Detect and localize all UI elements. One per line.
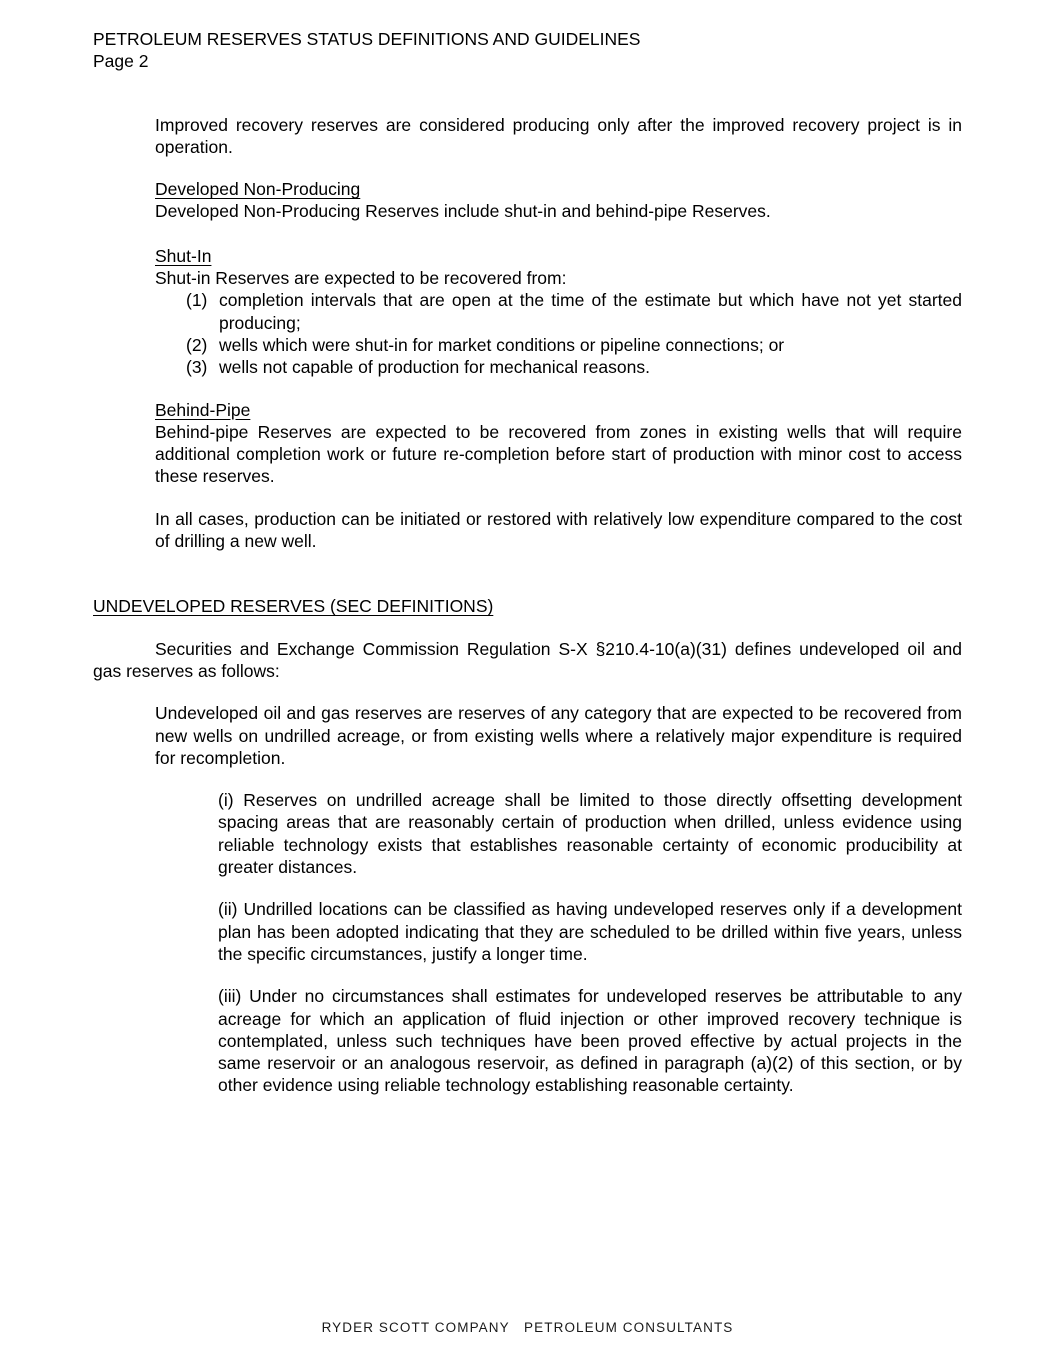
paragraph-all-cases: In all cases, production can be initiated or restored with relatively low expenditure compared to the cost of drilling a new well.: [155, 508, 962, 552]
paragraph-shut-in-intro: Shut-in Reserves are expected to be recovered from:: [155, 268, 567, 289]
list-item: [186, 289, 962, 334]
list-item-text: wells which were shut-in for market conditions or pipeline connections; or: [219, 334, 785, 355]
paragraph-undeveloped-definition: Undeveloped oil and gas reserves are reserves of any category that are expected to be recovered from new wells on undrilled acreage, or from existing wells where a relatively major expenditure is required for recompletion.: [155, 703, 962, 768]
list-item: [186, 356, 962, 378]
paragraph-improved-recovery: Improved recovery reserves are considered producing only after the improved recovery project is in operation.: [155, 114, 962, 157]
list-item-number: (1): [186, 290, 208, 311]
paragraph-item-ii: (ii) Undrilled locations can be classified as having undeveloped reserves only if a development plan has been adopted indicating that they are scheduled to be drilled within five years, unless the specific circumstances, justify a longer time.: [218, 899, 962, 964]
page-content: [93, 28, 962, 1097]
list-item-text: wells not capable of production for mechanical reasons.: [219, 357, 650, 378]
page-number: Page 2: [93, 51, 149, 72]
list-item: [186, 334, 962, 356]
heading-shut-in: Shut-In: [155, 245, 212, 266]
page-title: PETROLEUM RESERVES STATUS DEFINITIONS AND GUIDELINES: [93, 29, 641, 49]
footer-text: RYDER SCOTT COMPANY PETROLEUM CONSULTANTS: [321, 1320, 734, 1335]
shut-in-list: [186, 289, 962, 378]
paragraph-item-i: (i) Reserves on undrilled acreage shall be limited to those directly offsetting development spacing areas that are reasonably certain of production when drilled, unless evidence using reliable technology exists that establishes reasonable certainty of economic producibility at greater distances.: [218, 790, 962, 878]
heading-developed-non-producing: Developed Non-Producing: [155, 179, 361, 200]
heading-behind-pipe: Behind-Pipe: [155, 399, 251, 420]
heading-undeveloped-reserves: UNDEVELOPED RESERVES (SEC DEFINITIONS): [93, 596, 494, 617]
list-item-number: (3): [186, 357, 208, 378]
paragraph-behind-pipe: Behind-pipe Reserves are expected to be recovered from zones in existing wells that will require additional completion work or future re-completion before start of production with minor cost to access these reserves.: [155, 421, 962, 487]
paragraph-developed-non-producing: Developed Non-Producing Reserves include shut-in and behind-pipe Reserves.: [155, 201, 771, 222]
paragraph-item-iii: (iii) Under no circumstances shall estimates for undeveloped reserves be attributable to any acreage for which an application of fluid injection or other improved recovery technique is contemplated, unless such techniques have been proved effective by actual projects in the same reservoir or an analogous reservoir, as defined in paragraph (a)(2) of this section, or by other evidence using reliable technology establishing reasonable certainty.: [218, 986, 962, 1096]
list-item-number: (2): [186, 334, 208, 355]
paragraph-sec-intro: Securities and Exchange Commission Regulation S-X §210.4-10(a)(31) defines undeveloped oil and gas reserves as follows:: [93, 638, 962, 681]
list-item-text: completion intervals that are open at the time of the estimate but which have not yet started producing;: [219, 290, 962, 333]
